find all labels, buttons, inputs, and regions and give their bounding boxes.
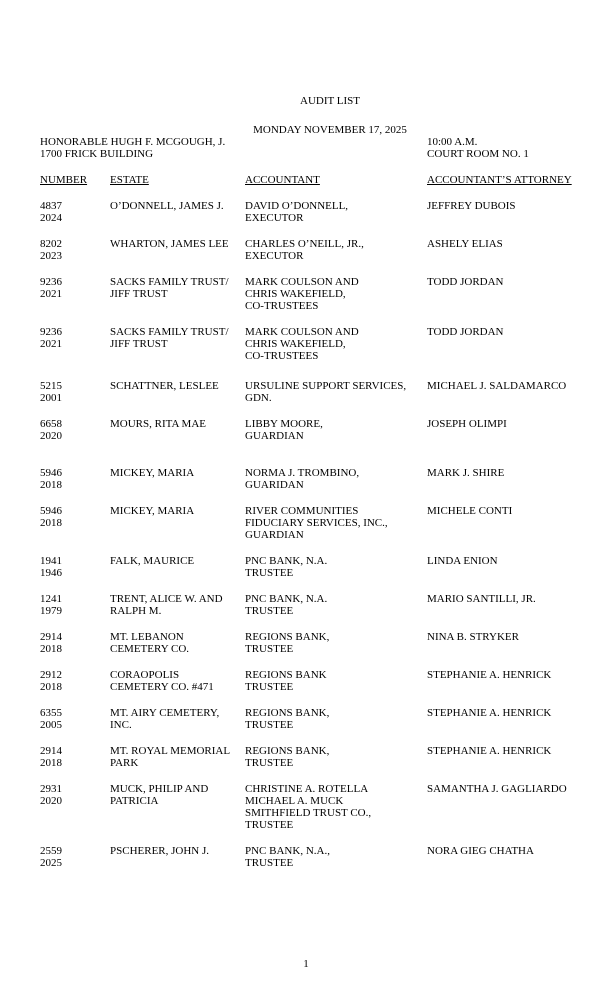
text-line: MARK COULSON AND <box>245 326 359 338</box>
row-number <box>40 745 110 769</box>
text-line: CO-TRUSTEES <box>245 300 319 312</box>
row-estate <box>110 745 245 769</box>
text-line: CEMETERY CO. <box>110 643 190 655</box>
row-number <box>40 783 110 831</box>
text-line: TRUSTEE <box>245 719 294 731</box>
text-line: 1946 <box>40 567 62 579</box>
row-attorney <box>427 555 612 579</box>
text-line: TODD JORDAN <box>427 276 504 288</box>
text-line: MARK J. SHIRE <box>427 467 505 479</box>
text-line: SACKS FAMILY TRUST/ <box>110 276 229 288</box>
text-line: LIBBY MOORE, <box>245 418 323 430</box>
text-line: TRUSTEE <box>245 567 294 579</box>
text-line: RALPH M. <box>110 605 162 617</box>
row-accountant <box>245 593 427 617</box>
text-line: MICHAEL J. SALDAMARCO <box>427 380 567 392</box>
session-time: 10:00 A.M. <box>427 136 478 148</box>
text-line: TRUSTEE <box>245 757 294 769</box>
text-line: 2914 <box>40 745 62 757</box>
text-line: REGIONS BANK <box>245 669 327 681</box>
text-line: 2018 <box>40 681 62 693</box>
building-address: 1700 FRICK BUILDING <box>40 148 154 160</box>
text-line: SACKS FAMILY TRUST/ <box>110 326 229 338</box>
row-accountant <box>245 745 427 769</box>
table-row <box>40 380 612 404</box>
text-line: 2018 <box>40 757 62 769</box>
row-attorney <box>427 593 612 617</box>
text-line: 2020 <box>40 795 62 807</box>
row-number <box>40 669 110 693</box>
text-line: CORAOPOLIS <box>110 669 180 681</box>
text-line: 9236 <box>40 326 62 338</box>
text-line: INC. <box>110 719 132 731</box>
row-estate <box>110 555 245 579</box>
text-line: GUARDIAN <box>245 430 304 442</box>
text-line: 2021 <box>40 288 62 300</box>
row-estate <box>110 380 245 404</box>
row-accountant <box>245 783 427 831</box>
row-number <box>40 418 110 442</box>
row-number <box>40 467 110 491</box>
text-line: 1941 <box>40 555 62 567</box>
table-row <box>40 845 612 869</box>
text-line: JIFF TRUST <box>110 288 168 300</box>
text-line: CO-TRUSTEES <box>245 350 319 362</box>
text-line: GDN. <box>245 392 272 404</box>
row-accountant <box>245 845 427 869</box>
row-accountant <box>245 555 427 579</box>
text-line: MT. LEBANON <box>110 631 184 643</box>
table-row <box>40 555 612 579</box>
text-line: PARK <box>110 757 139 769</box>
row-attorney <box>427 380 612 404</box>
judge-line <box>40 136 612 148</box>
text-line: PNC BANK, N.A., <box>245 845 330 857</box>
text-line: CEMETERY CO. #471 <box>110 681 214 693</box>
text-line: SCHATTNER, LESLEE <box>110 380 219 392</box>
row-attorney <box>427 745 612 769</box>
column-header-number: NUMBER <box>40 174 88 186</box>
row-number <box>40 707 110 731</box>
table-header <box>40 174 612 186</box>
text-line: REGIONS BANK, <box>245 745 330 757</box>
row-estate <box>110 707 245 731</box>
row-accountant <box>245 707 427 731</box>
row-number <box>40 845 110 869</box>
text-line: CHRISTINE A. ROTELLA <box>245 783 369 795</box>
text-line: 9236 <box>40 276 62 288</box>
text-line: 5946 <box>40 467 62 479</box>
text-line: PNC BANK, N.A. <box>245 555 328 567</box>
text-line: CHARLES O’NEILL, JR., <box>245 238 364 250</box>
row-accountant <box>245 380 427 404</box>
text-line: 1241 <box>40 593 62 605</box>
text-line: MICKEY, MARIA <box>110 505 195 517</box>
session-date: MONDAY NOVEMBER 17, 2025 <box>253 124 407 136</box>
text-line: MICKEY, MARIA <box>110 467 195 479</box>
text-line: JEFFREY DUBOIS <box>427 200 516 212</box>
text-line: TRUSTEE <box>245 605 294 617</box>
text-line: 2018 <box>40 479 62 491</box>
text-line: 4837 <box>40 200 62 212</box>
row-attorney <box>427 467 612 491</box>
text-line: LINDA ENION <box>427 555 498 567</box>
table-row <box>40 276 612 312</box>
row-estate <box>110 467 245 491</box>
table-row <box>40 418 612 442</box>
text-line: MICHELE CONTI <box>427 505 513 517</box>
text-line: CHRIS WAKEFIELD, <box>245 288 346 300</box>
text-line: EXECUTOR <box>245 250 304 262</box>
row-accountant <box>245 467 427 491</box>
text-line: ASHELY ELIAS <box>427 238 503 250</box>
text-line: STEPHANIE A. HENRICK <box>427 745 552 757</box>
row-accountant <box>245 238 427 262</box>
text-line: TODD JORDAN <box>427 326 504 338</box>
table-row <box>40 467 612 491</box>
text-line: URSULINE SUPPORT SERVICES, <box>245 380 407 392</box>
text-line: REGIONS BANK, <box>245 631 330 643</box>
text-line: RIVER COMMUNITIES <box>245 505 359 517</box>
text-line: EXECUTOR <box>245 212 304 224</box>
text-line: 2559 <box>40 845 62 857</box>
judge-name: HONORABLE HUGH F. MCGOUGH, J. <box>40 136 226 148</box>
text-line: JIFF TRUST <box>110 338 168 350</box>
text-line: STEPHANIE A. HENRICK <box>427 707 552 719</box>
text-line: O’DONNELL, JAMES J. <box>110 200 224 212</box>
table-row <box>40 593 612 617</box>
text-line: 2023 <box>40 250 62 262</box>
row-accountant <box>245 418 427 442</box>
row-estate <box>110 669 245 693</box>
text-line: 6658 <box>40 418 62 430</box>
text-line: 2020 <box>40 430 62 442</box>
text-line: WHARTON, JAMES LEE <box>110 238 229 250</box>
text-line: 2912 <box>40 669 62 681</box>
text-line: 5215 <box>40 380 62 392</box>
row-number <box>40 631 110 655</box>
audit-table <box>0 200 612 869</box>
row-accountant <box>245 669 427 693</box>
row-attorney <box>427 505 612 541</box>
row-number <box>40 200 110 224</box>
row-estate <box>110 276 245 312</box>
text-line: JOSEPH OLIMPI <box>427 418 507 430</box>
row-attorney <box>427 326 612 362</box>
text-line: 5946 <box>40 505 62 517</box>
text-line: 2024 <box>40 212 62 224</box>
text-line: MARK COULSON AND <box>245 276 359 288</box>
text-line: PATRICIA <box>110 795 159 807</box>
row-accountant <box>245 276 427 312</box>
row-number <box>40 276 110 312</box>
row-number <box>40 380 110 404</box>
text-line: TRUSTEE <box>245 681 294 693</box>
page-number: 1 <box>303 958 309 970</box>
row-estate <box>110 783 245 831</box>
row-number <box>40 505 110 541</box>
text-line: SAMANTHA J. GAGLIARDO <box>427 783 567 795</box>
text-line: MT. ROYAL MEMORIAL <box>110 745 231 757</box>
row-estate <box>110 845 245 869</box>
text-line: SMITHFIELD TRUST CO., <box>245 807 372 819</box>
text-line: STEPHANIE A. HENRICK <box>427 669 552 681</box>
text-line: 8202 <box>40 238 62 250</box>
text-line: NORA GIEG CHATHA <box>427 845 534 857</box>
table-row <box>40 200 612 224</box>
text-line: 2001 <box>40 392 62 404</box>
row-number <box>40 238 110 262</box>
table-row <box>40 783 612 831</box>
table-row <box>40 326 612 362</box>
text-line: PNC BANK, N.A. <box>245 593 328 605</box>
table-row <box>40 745 612 769</box>
text-line: FALK, MAURICE <box>110 555 195 567</box>
row-attorney <box>427 238 612 262</box>
row-attorney <box>427 669 612 693</box>
row-number <box>40 593 110 617</box>
column-header-accountant: ACCOUNTANT <box>245 174 320 186</box>
text-line: TRENT, ALICE W. AND <box>110 593 223 605</box>
row-accountant <box>245 505 427 541</box>
text-line: MUCK, PHILIP AND <box>110 783 209 795</box>
row-number <box>40 326 110 362</box>
table-row <box>40 669 612 693</box>
text-line: PSCHERER, JOHN J. <box>110 845 210 857</box>
row-number <box>40 555 110 579</box>
text-line: REGIONS BANK, <box>245 707 330 719</box>
row-attorney <box>427 783 612 831</box>
row-estate <box>110 326 245 362</box>
text-line: FIDUCIARY SERVICES, INC., <box>245 517 388 529</box>
row-accountant <box>245 631 427 655</box>
table-row <box>40 631 612 655</box>
row-attorney <box>427 200 612 224</box>
text-line: TRUSTEE <box>245 857 294 869</box>
column-header-attorney: ACCOUNTANT’S ATTORNEY <box>427 174 572 186</box>
text-line: 2018 <box>40 643 62 655</box>
text-line: TRUSTEE <box>245 819 294 831</box>
row-attorney <box>427 276 612 312</box>
text-line: GUARDIAN <box>245 529 304 541</box>
row-attorney <box>427 418 612 442</box>
row-estate <box>110 238 245 262</box>
row-accountant <box>245 326 427 362</box>
text-line: 2931 <box>40 783 62 795</box>
court-room: COURT ROOM NO. 1 <box>427 148 529 160</box>
text-line: 2018 <box>40 517 62 529</box>
text-line: 2005 <box>40 719 62 731</box>
row-estate <box>110 505 245 541</box>
text-line: 2021 <box>40 338 62 350</box>
text-line: 2025 <box>40 857 62 869</box>
row-attorney <box>427 845 612 869</box>
table-row <box>40 238 612 262</box>
text-line: TRUSTEE <box>245 643 294 655</box>
text-line: 1979 <box>40 605 62 617</box>
row-estate <box>110 418 245 442</box>
column-header-estate: ESTATE <box>110 174 149 186</box>
row-estate <box>110 593 245 617</box>
row-attorney <box>427 707 612 731</box>
row-attorney <box>427 631 612 655</box>
text-line: GUARIDAN <box>245 479 304 491</box>
text-line: NORMA J. TROMBINO, <box>245 467 360 479</box>
text-line: 6355 <box>40 707 62 719</box>
text-line: CHRIS WAKEFIELD, <box>245 338 346 350</box>
text-line: DAVID O’DONNELL, <box>245 200 349 212</box>
text-line: 2914 <box>40 631 62 643</box>
address-line <box>40 148 612 160</box>
text-line: MICHAEL A. MUCK <box>245 795 344 807</box>
table-row <box>40 707 612 731</box>
row-estate <box>110 200 245 224</box>
text-line: NINA B. STRYKER <box>427 631 519 643</box>
table-row <box>40 505 612 541</box>
text-line: MOURS, RITA MAE <box>110 418 206 430</box>
page-title: AUDIT LIST <box>300 95 360 107</box>
text-line: MT. AIRY CEMETERY, <box>110 707 220 719</box>
text-line: MARIO SANTILLI, JR. <box>427 593 536 605</box>
row-accountant <box>245 200 427 224</box>
row-estate <box>110 631 245 655</box>
